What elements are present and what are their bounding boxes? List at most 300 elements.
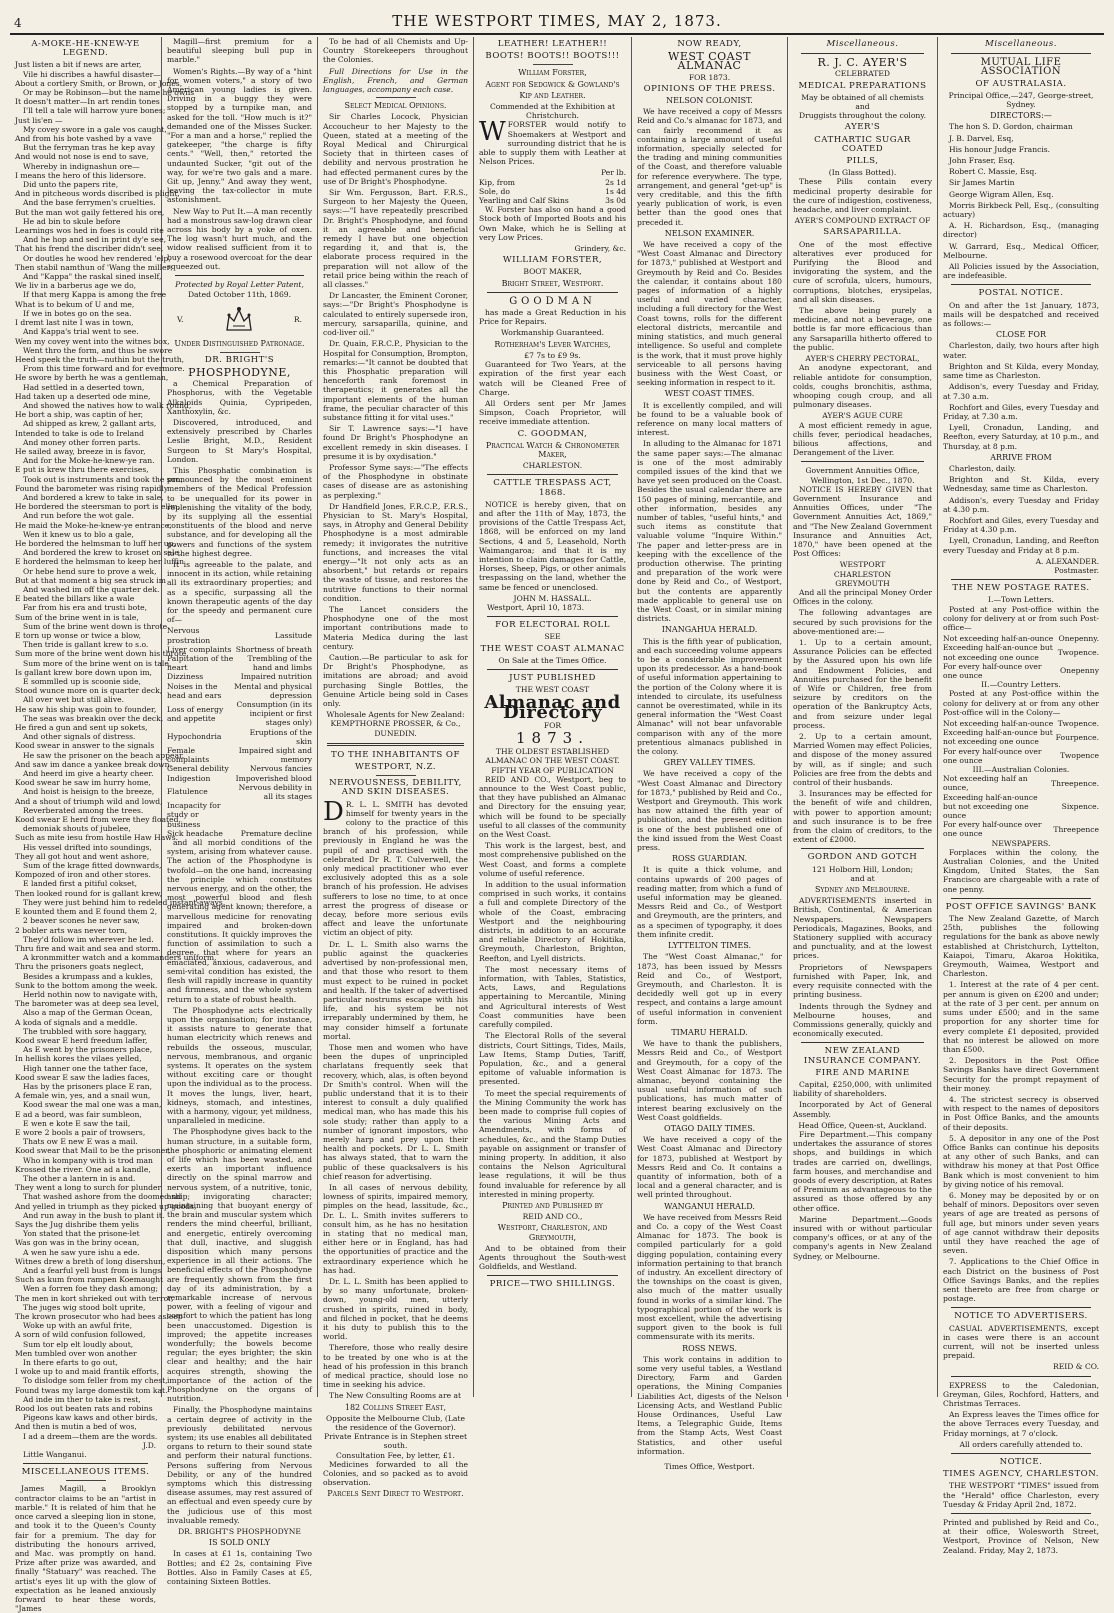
opinion-1: Sir Charles Locock, Physician Accoucheur to her Majesty to the Queen, stated at a meeting of the Royal Medical and Chirurgical Society that in thirteen cases of debility and nervous prostration he had effected permanent cures by the use of Dr Bright's Phosphodyne. (323, 112, 468, 186)
patronage-line: Under Distinguished Patronage. (174, 339, 305, 349)
leather-price-row (479, 196, 626, 205)
smith-paragraph-6: Therefore, those who really desire to be treated by one who is at the head of his profession in this branch of medical practice, should lose no time in seeking his advice. (323, 1343, 468, 1390)
director-item: J. B. Darvel, Esq, (949, 133, 1014, 143)
postal-notice-heading: POSTAL NOTICE. (978, 288, 1064, 299)
ailment-cell: Mental and physical depression (234, 681, 312, 700)
poem-line: He ad bin to skule before (23, 216, 121, 226)
poem-line: E sommlled up is scoonie side, (23, 677, 141, 687)
poem-line: The seas was breakin over the deck, (23, 713, 164, 723)
column-7 (938, 37, 1104, 1555)
cattle-paragraph: NOTICE is hereby given, that on and after the 11th of May, 1873, the provisions of the Cattle Trespass Act, 1868, will be enforced on my land Sections, 4 and 5, Leasehold, North Waimangaroa; and that it is my intention to claim damages for Cattle, Horses, Sheep, Pigs, or other animals trespassing on the land, whether the same be fenced or unenclosed. (479, 499, 626, 592)
poem-line: Heed speek the truth—nuthin but the truth, (15, 354, 185, 364)
aus-rate-cell: Exceeding half-an-ounce but not exceeding one ounce (943, 792, 1038, 821)
poem-line: Kood swear E herd freedum laffer, (15, 1035, 148, 1045)
arrive-item: Rochfort and Giles, every Tuesday and Friday at 4.30 p.m. (943, 515, 1099, 535)
select-opinions-heading: Select Medical Opinions. (344, 101, 447, 111)
poem-line: And in pitcheous words discribed is plight, (15, 189, 180, 199)
close-item: Rochfort and Giles, every Tuesday and Friday, at 7.30 a.m. (943, 402, 1099, 421)
the-west-coast: THE WEST COAST (515, 685, 590, 695)
country-rate-cell: Twopence. (1057, 719, 1099, 728)
poem-line: E kounted them and E found them 2, (15, 907, 158, 917)
opinion-2: Sir Wm. Fergusson, Bart. F.R.S., Surgeon to her Majesty the Queen, says:—"I have repeatedly prescribed Dr. Bright's Phosphodyne, and found it an agreeable and beneficial remedy I have but one objection regarding it, and that is, the elaborate process required in the preparation will not allow of the retail price being within the reach of all classes." (323, 188, 468, 290)
govt-notice-3: The following advantages are secured by such provisions for the above-mentioned are:— (793, 608, 932, 636)
govt-notice: NOTICE IS HEREBY GIVEN that Government Insurance and Annuities Offices, under "The Government Annuities Act, 1869," and "The New Zealand Government Insurance and Annuities Act, 1870," have been opened at the Post Offices: (793, 484, 932, 559)
wca-title: WEST COAST ALMANAC (668, 50, 751, 73)
newspapers-paragraph: Forplaces within the colony, the Australian Colonies, and the United Kingdom, United States, the San Francisco are chargeable with a rate of one penny. (943, 847, 1099, 894)
bright-street: Bright Street, Westport. (501, 278, 604, 288)
price-line: PRICE—TWO SHILLINGS. (489, 1279, 616, 1290)
poem-line: And would not nose is end to save, (15, 152, 149, 162)
capital-line: Capital, £250,000, with unlimited liability of shareholders. (793, 1079, 932, 1099)
ailment-row (167, 829, 312, 838)
newspaper-title: THE WESTPORT TIMES, MAY 2, 1873. (392, 12, 722, 30)
postmaster-line: Postmaster. (1054, 565, 1099, 575)
poem-line: And for the Moke-he-knew-ye ran. (23, 456, 155, 466)
sarsaparilla-word: SARSAPARILLA. (823, 227, 902, 238)
ailment-cell: Impoverished blood (235, 773, 312, 783)
imprint: Printed and published by Reid and Co., at their office, Wolesworth Street, Westport, Province of Nelson, New Zealand. Friday, May 2, 1873. (943, 1518, 1099, 1555)
forster-paragraph-2: W. Forster has also on hand a good Stock both of Imported Boots and his Own Make, which he is Selling at very Low Prices. (479, 205, 626, 242)
drop-cap-d: D (323, 796, 344, 827)
poem-line: I dremt last nite I was in town, (15, 318, 134, 328)
poem-line: A sorn of wild confusion followed, (15, 1330, 146, 1340)
poem-line: A female win, yes, and a snail wun, (15, 1091, 151, 1101)
aus-rate-cell: Threepence. (1051, 778, 1099, 788)
ailment-cell: Shortness of breath (235, 644, 312, 654)
poem-line: From this time forward and for evermore. (23, 364, 185, 374)
misc-items-heading: MISCELLANEOUS ITEMS. (21, 1467, 150, 1478)
poem-line: Wen my covey went into the witnes box, (15, 336, 170, 346)
govt-item-3: 3. Insurances may be effected for the benefit of wife and children, with power to apportion amount; and such insurance is to be free from the claim of creditors, to the extent of £2000. (793, 789, 932, 845)
william-forster: William Forster, (518, 68, 587, 78)
bright-paragraph-3: This Phosphatic combination is pronounced by the most eminent members of the Medical Profession to be unequalled for its power in replenishing the vitality of the body, by its supplying all the essential constituents of the blood and nerve substance, and for developing all the powers and functions of the system to the highest degree. (167, 465, 312, 558)
wholesale-line: Wholesale Agents for New Zealand: (326, 710, 465, 720)
smith-paragraph-1: R. L. L. SMITH has devoted himself for twenty years in the colony to the practice of this branch of his profession, while previously in England he was the pupil of and practised with the celebrated Dr R. T. Culverwell, the only medical practitioner who ever exclusively adopted this as a sole branch of his profession. He advises sufferers to lose no time, to at once arrest the progress of disease or decay, before more serious evils affect and leave the unfortunate victim an object of pity. (323, 799, 468, 938)
bright-paragraph-4: It is agreeable to the palate, and innocent in its action, while retaining all its extraordinary properties; and as a specific, surpassing all the known therapeutic agents of the day for the speedy and permanent cure of— (167, 559, 312, 625)
charleston-line: CHARLESTON. (522, 461, 583, 471)
poem-signature: J.D. (142, 1440, 156, 1450)
review-source: NELSON COLONIST. (666, 96, 753, 106)
notice-advertisers-paragraph: CASUAL ADVERTISEMENTS, except in cases were there is an account current, will not be inserted unless prepaid. (943, 1323, 1099, 1361)
poem-line: 2 bobler arts was never torn, (15, 925, 128, 935)
hassall-name: JOHN M. HASSALL. (513, 593, 592, 603)
poem-line: Was gon was in the briny ocean, (15, 1238, 140, 1248)
poem-place: Little Wanganui. (23, 1450, 87, 1460)
smith-paragraph-3: Those men and women who have been the dupes of unprincipled charlatans frequently seek that recovery, which, alas, is often beyond Dr Smith's control. When will the public understand that it is to their interest to consult a duly qualified medical man, who has made this his sole study; rather than apply to a number of ignorant impostors, who merely harp and prey upon their health and pockets. Dr L. L. Smith has always stated, that to warn the public of these quacksalvers is his chief reason for advertising. (323, 1042, 468, 1181)
saw-log-paragraph: New Way to Put It.—A man recently had a monstrous saw-log drawn clear across his body by a yoke of oxen. The log wasn't hurt much, and the widow realised sufficient from it to buy a rosewood overcoat for the dear squeezed out. (167, 206, 312, 271)
ailment-row (167, 654, 312, 672)
celebrated: CELEBRATED (834, 69, 890, 79)
directors-list (943, 122, 1099, 260)
review-text: We have to thank the publishers, Messrs Reid and Co., of Westport and Greymouth, for a copy of the West Coast Almanac for 1873. The almanac, beyond containing the usual useful information of such publications, has much matter of interest bearing exclusively on the West Coast goldfields. (637, 1039, 782, 1122)
bright-heading: DR. BRIGHT'S (204, 354, 275, 365)
reid-and-co: REID AND CO., (522, 1212, 583, 1222)
govt-date: Wellington, 1st Dec., 1870. (810, 475, 915, 485)
poem-line: He bort a ship, was captin of her, (15, 410, 144, 420)
poem-line: Also a map of the German Ocean, (23, 1008, 153, 1018)
country-rate-cell: Fourpence. (1055, 732, 1099, 742)
poem-line: Rood los out beaten rats and robins (15, 1404, 153, 1414)
ailment-cell: Nervous prostration (167, 626, 211, 645)
almanac-directory-title: Almanac and Directory (484, 692, 621, 723)
opinion-7: Dr Handfield Jones, F.R.C.P., F.R.S., Physician to St. Mary's Hospital, says, in Atrophy and General Debility Phosphodyne is a most admirable remedy; it invigorates the nutritive functions, and increases the vital energy—"It not only acts as an absorbent," but retards or repairs the waste of tissue, and restores the nutritive functions to their normal condition. (323, 501, 468, 603)
leather-price-row (479, 187, 626, 196)
leather-price-cell: 3s 0d (605, 196, 626, 206)
review-source: LYTTELTON TIMES. (667, 941, 752, 951)
poem-line: Ad inde im ther to take is rest, (23, 1394, 141, 1404)
poem-line: Just listen a bit if news are arter, (15, 60, 142, 70)
poem-line: Intended to take is ode to Ireland (15, 428, 145, 438)
column-3 (318, 37, 474, 1499)
poem-line: Took out is instruments and took the sun, (23, 474, 183, 484)
poem-line: And then is mutin a bed of wos, (15, 1422, 137, 1432)
sarsaparilla-heading: AYER'S COMPOUND EXTRACT OF (794, 216, 931, 226)
ailment-cell: Loss of energy and appetite (167, 704, 224, 723)
ailment-row (167, 764, 312, 773)
poem-line: And hoist is heisign to the breeze, (23, 787, 155, 797)
country-rates-table (943, 719, 1099, 765)
poem-line: Thru the prisoners goats neglect, (15, 962, 144, 972)
arrive-from-list (943, 464, 1099, 555)
poem-line: demoniak shouts of jubelee, (23, 824, 131, 834)
poem-line: It doesn't matter—In art rendin tones (15, 97, 160, 107)
arrive-item: Charleston, daily. (949, 463, 1016, 473)
town-westport: WESTPORT (839, 560, 886, 570)
kempthorne-line: KEMPTHORNE PROSSER, & Co., (330, 719, 461, 729)
womens-rights-paragraph: Women's Rights.—By way of a "hint for women voters," a story of two American young ladies is given. Driving in a buggy they were stopped by a turnpike man, and asked for the toll. "How much is it?" demanded one of the Misses Sucker. "For a man and a horse," replied the gatekeeper, "the charge is fifty cents." "Well, then," retorted the undaunted Sucker, "git out of the way, for we're two gals and a mare. Git up, Jenny." And away they went, leaving the tax-collector in mute astonishment. (167, 66, 312, 205)
medical-preparations: MEDICAL PREPARATIONS (798, 80, 927, 91)
reid-co-sign: REID & CO. (1053, 1362, 1099, 1372)
arrive-item: Brighton and St. Kilda, every Wednesday, same time as Charleston. (943, 475, 1099, 494)
review-text: This is the fifth year of publication, and each succeeding volume appears to be a considerable improvement upon its predecessor. As a hand-book of useful information appertaining to the portion of the Colony where it is intended to circulate, its usefulness cannot be overestimated, while in its general information the "West Coast Almanac" will not bear unfavorable comparison with any of the more pretentious almanacs published in the colony. (637, 636, 782, 757)
town-rate-row (943, 662, 1099, 680)
ailments-table (167, 626, 312, 838)
poem-line: Pigeons kaw kaws and other birds, (23, 1413, 158, 1423)
for-line: FOR (543, 720, 562, 730)
gg-paragraph: ADVERTISEMENTS inserted in British, Continental, & American Newspapers. Newspapers Periodicals, Magazines, Books, and Stationery supplied with accuracy and punctuality, and at the lowest prices. (793, 896, 932, 961)
savings-bank-list (943, 980, 1099, 1303)
poem-line: The trubbled with sore haggary, (23, 1026, 147, 1036)
poem-line: And run away in the bush to plant it. (23, 1210, 165, 1220)
poem-line: And bordered the krew to kroset on sale. (23, 548, 182, 558)
poem-line: Sum of the brine went down is throte. (23, 621, 170, 631)
australasia-line: OF AUSTRALASIA. (975, 78, 1067, 89)
poem-line: Did unto the papers rite, (23, 180, 119, 190)
poem-title: A-MOKE-HE-KNEW-YE LEGEND. (31, 39, 140, 59)
ayer-heading: R. J. C. AYER'S (817, 56, 908, 70)
country-rate-row (943, 728, 1099, 746)
poem-line: Kood swear that Mail to be the prisoner, (15, 1146, 171, 1156)
aus-rate-row (943, 774, 1099, 792)
ayers-line: AYER'S (844, 122, 881, 133)
smith-paragraph-7: The New Consulting Rooms are at (329, 1391, 462, 1401)
bright-tail: DR. BRIGHT'S PHOSPHODYNE (178, 1527, 301, 1537)
opinion-8: The Lancet considers the Phosphodyne one of the most important contributions made to Materia Medica during the last century. (323, 604, 468, 651)
review-source: ROSS NEWS. (682, 1343, 737, 1353)
poem-line: To dislodge som feller from my chest, (23, 1376, 168, 1386)
poem-line: Or may be Robinson—but the name he owns (23, 88, 195, 98)
onsale-line: On Sale at the Times Office. (498, 655, 607, 665)
close-item: Addison's, every Tuesday and Friday, at 7.30 a.m. (943, 382, 1099, 401)
marine-paragraph: Marine Department.—Goods insured with or without particular company's offices, or at any of the company's agents in New Zealand Sydney, or Melbourne. (793, 1214, 932, 1261)
poem-line: In hellish kores the vilaes yelled, (15, 1054, 142, 1064)
review-text: The "West Coast Almanac," for 1873, has been issued by Messrs Reid and Co., of Westport, Greymouth, and Charleston. It is decidedly well got up in every respect, and contains a large amount of useful information in convenient form. (637, 952, 782, 1026)
poem-line: Then looked round for is gallant krew, (15, 888, 162, 898)
leather-price-cell: Kip, from (479, 177, 516, 187)
savings-bank-item: 6. Money may be deposited by or on behalf of minors. Depositors over seven years of age are treated as persons of full age, but minors under seven years of age cannot withdraw their deposits until they have reached the age of seven. (943, 1190, 1099, 1256)
gordon-gotch-heading: GORDON AND GOTCH (807, 852, 918, 863)
protected-line: Protected by Royal Letter Patent, (175, 280, 304, 290)
ailment-row (167, 645, 312, 654)
druggists-line: Druggists throughout the colony. (799, 111, 926, 121)
poem-line: Found twas my large domestik tom kat. (15, 1385, 168, 1395)
poem-line: Has by the prisoners place E ran, (23, 1081, 152, 1091)
savings-bank-item: 7. Applications to the Chief Office in each District on the business of Post Office Savings Banks, and the replies sent thereto are free from charge or postage. (943, 1257, 1099, 1304)
poem-line: Reverberated among the trees. (23, 805, 144, 815)
town-greymouth: GREYMOUTH (835, 578, 890, 588)
director-item: Sir James Martin (949, 178, 1015, 188)
poem-line: Went thro the form, and thus he swore (23, 345, 173, 355)
poem-line: Kood swear E saw the ladies faces, (15, 1072, 150, 1082)
ague-paragraph: A most efficient remedy in ague, chills fever, periodical headaches, bilious affections, and Derangement of the Liver. (793, 420, 932, 458)
masthead (10, 8, 1104, 35)
page-number: 4 (14, 16, 22, 30)
times-agency-paragraph: THE WESTPORT "TIMES" issued from the "Herald" office Charleston, every Tuesday & Friday April 2nd, 1872. (943, 1481, 1099, 1509)
poem-line: He saw the prisoner on the beach appear, (23, 750, 185, 760)
director-item: A. H. Richardson, Esq., (managing director) (943, 221, 1099, 240)
express-paragraph-3: All orders carefully attended to. (959, 1439, 1083, 1449)
town-rate-row (943, 643, 1099, 661)
poem-line: Sum more of the brine went on is tale. (23, 658, 172, 668)
review-text: In alluding to the Almanac for 1871 the same paper says:—The almanac is one of the most admirably compiled issues of the kind that we have yet seen produced on the Coast. Besides the usual calendar there are 150 pages of mining, mercantile, and other information, besides any number of tables, "useful hints," and such items as constitute that valuable volume "Inquire Within." The paper and letter-press are in keeping with the excellence of the production otherwise. The printing and preparation of the work were done by Reid and Co., of Westport, but the contents are apparently made applicable to general use on the West Coast, or in similar mining districts. (637, 439, 782, 624)
poem-line: Such as kum from rampen Koemaught (15, 1275, 164, 1285)
poem-line: E torn up wonse or twice a blow, (15, 631, 142, 640)
director-item: John Fraser, Esq. (949, 156, 1015, 166)
opinion-5: Sir T. Lawrence says:—"I have found Dr Bright's Phosphodyne an excellent remedy in skin diseases. I presume it is by oxydisation." (323, 424, 468, 461)
directors-heading: DIRECTORS:— (990, 111, 1052, 121)
poem-line: Kompozed of iron and other stores. (15, 870, 151, 880)
ailment-cell: Sick headache (167, 828, 223, 838)
poem-line: And washed im off the quarter dek. (23, 584, 160, 594)
gg-city: Sydney and Melbourne. (814, 885, 911, 895)
review-text: We have received a copy of Messrs Reid and Co.'s almanac for 1873, and can fairly recommend it as containing a large amount of useful information, specially selected for the trading and mining communities of the Coast, and therefore valuable for reference everywhere. The type, arrangement, and general "get-up" is very creditable, and this the fifth yearly publication of work, is even better than the good ones that preceded it. (637, 107, 782, 227)
column-6 (788, 37, 938, 1397)
sold-only: IS SOLD ONLY (208, 1538, 271, 1548)
poem-line: The juges wig stood bolt uprite, (23, 1302, 146, 1312)
poem-line: And a fearful yell bust from is lungs (23, 1266, 162, 1276)
poem-line: If we in botes go on the sea. (23, 308, 132, 318)
poem-line: He bordered the helmsman to luff her up, (15, 538, 176, 548)
chemists-line: To be had of all Chemists and Up-Country Storekeepers throughout the Colonies. (323, 37, 468, 65)
town-rate-cell: Not exceeding half-an-ounce (943, 634, 1054, 644)
times-office: Times Office, Westport. (664, 1462, 755, 1472)
head-office: Head Office, Queen-st, Auckland. (798, 1120, 927, 1130)
agent-line: Agent for Sedgwick & Gowland's (485, 79, 620, 89)
poem-line: Thru fire and wait and sea and storm. (15, 943, 161, 953)
town-rate-cell: For every half-ounce over one ounce (943, 661, 1042, 680)
pectoral-heading: AYER'S CHERRY PECTORAL, (805, 354, 920, 364)
forster-paragraph: FORSTER would notify to Shoemakers at Westport and surrounding district that he is able to supply them with Leather at Nelson Prices. (479, 120, 626, 167)
magill-paragraph: Magill—first premium for a beautiful sleeping bull pup in marble." (167, 37, 312, 65)
review-source: INANGAHUA HERALD. (661, 625, 758, 635)
poem-line: Woke up with an awful frite, (23, 1321, 133, 1331)
poem-line: Learnings wos hed in foes is could rite (15, 226, 164, 236)
express-paragraph: EXPRESS to the Caledonian, Greyman, Giles, Rochford, Hatters, and Christmas Terraces. (943, 1380, 1099, 1409)
opinions-heading: OPINIONS OF THE PRESS. (643, 83, 776, 94)
poem-line: Sum tor elp elt loudly about, (23, 1339, 134, 1349)
principal-office: Principal Office,—247, George-street, Sydney. (948, 90, 1094, 110)
column-4 (474, 37, 632, 1397)
poem-line: Kood swear in answer to the signals (15, 741, 155, 751)
commended-line: Commended at the Exhibition at Christchurch. (489, 102, 615, 121)
leather-price-table (479, 178, 626, 206)
poem-line: A kronmmitter watch and a kommanders uniform, (23, 953, 217, 963)
poem-line: But at that moment a big sea struck im (15, 575, 166, 585)
ailment-row (167, 626, 312, 644)
bright-paragraph-6: The Phosphodyne acts electrically upon the organisation; for instance, it assists nature to generate that human electricity which renews and rebuilds the osseous, muscular, nervous, membranous, and organic systems. It operates on the system without exciting care or thought upon the individual as to the process. It moves the lungs, liver, heart, kidneys, stomach, and intestines, with a harmony, vigour, yet mildness, unparalleled in medicine. (167, 1005, 312, 1126)
reid-paragraph-2: This work is the largest, best, and most comprehensive published on the West Coast, and forms a complete volume of useful reference. (479, 841, 626, 878)
phosphodyne-heading: PHOSPHODYNE, (188, 365, 291, 379)
reid-paragraph-5: The Electoral Rolls of the several districts, Court Sittings, Tides, Mails, Law Items, Stamp Duties, Tariff, Population, &c., and a general epitome of valuable information is presented. (479, 1031, 626, 1087)
reid-paragraph-6: To meet the special requirements of the Mining Community the work has been made to comprise full copies of the various Mining Acts and Amendments, with forms of schedules, &c., and the Stamp Duties payable on assignment or transfer of mining property. In addition, it also contains the Nelson Agricultural lease regulations, it will be thus found invaluable for reference by all interested in mining property. (479, 1088, 626, 1199)
poem-line: Found the barometer was rising rapidly (15, 483, 169, 493)
poem-line: Witnes drew a breth of long disershun, (15, 1256, 166, 1266)
poem-line: He fired a gun and sent up sokets, (15, 723, 148, 733)
vr-r: R. (293, 314, 302, 324)
country-letters-paragraph: Posted at any Post-office within the colony for delivery at or from any other Post-office will in the Colony— (943, 689, 1099, 717)
town-rate-cell: Onepenny. (1058, 634, 1099, 644)
review-text: We have received a copy of the "West Coast Almanac and Directory for 1873," published by Reid and Co., Westport and Greymouth. This work has now attained the fifth year of publication, and the present edition is one of the best published one of the kind issued from the West Coast press. (637, 769, 782, 853)
govt-notice-2: And all the principal Money Order Offices in the colony. (793, 587, 932, 607)
poem-line: His vessel drifted into soundings, (23, 842, 152, 852)
poem-line: E landed first a pitiful cokset, (23, 879, 138, 889)
aus-rate-cell: For every half-ounce over one ounce (943, 820, 1042, 839)
electoral-heading: FOR ELECTORAL ROLL (495, 620, 610, 631)
rotherham-line: Rotherham's Lever Watches, (494, 339, 611, 349)
ailment-cell: Palpitation of the heart (167, 653, 234, 673)
review-text: This work contains in addition to some very useful tables, a Westland Directory, Farm and Garden operations, the Mining Companies Liabilities Act, digests of the Nelson Licensing Acts, and Westland Public House Ordinances, Useful Law Items, a Telegraphic Guide, Items from the Stamp Acts, West Coast Statistics, and other useful information. (637, 1354, 782, 1456)
leather-price-cell: Sole, do (479, 186, 510, 196)
poem-line: And a shout of triumph wild and lowd, (15, 796, 163, 806)
poem-line: Then stabil namthun of 'Wang the miller; (15, 262, 173, 272)
forster-name: WILLIAM FORSTER, (502, 255, 603, 266)
poem-line: And he hop and sed in print dy'e see, (23, 235, 166, 245)
dated-line: Dated October 11th, 1869. (187, 290, 292, 300)
poem-line: As E went by the prisoners place, (23, 1045, 153, 1055)
poem-line: Or hebe hend sure to prove a wek, (23, 566, 157, 576)
collins-street: 182 Collins Street East, (344, 1402, 447, 1412)
sarsaparilla-paragraph: One of the most effective alteratives ever produced for Purifying the Blood and invigorating the system, and the cure of scrofula, ulcers, humours, corruptions, blotches, erysipelas, and all skin diseases. (793, 239, 932, 304)
close-for: CLOSE FOR (996, 330, 1046, 340)
poem-line: And heerd im give a hearty cheer. (23, 769, 154, 779)
govt-item-2: 2. Up to a certain amount, Married Women may effect Policies, and dispose of the money assured by will, as if single; and such Policies are free from the debts and control of their husbands. (793, 732, 932, 788)
inhabitants-heading-2: WESTPORT, N.Z. (354, 762, 437, 773)
ailment-row (167, 700, 312, 728)
govt-item-1: 1. Up to a certain amount, Assurance Policies can be effected by the Assured upon his own life and Endowment Policies, and Annuities purchased for the benefit of Wife or Children, free from seizure by creditors on the operation of the Bankruptcy Acts, and from seizure under legal process. (793, 637, 932, 730)
goodman-paragraph: has made a Great Reduction in his Price for Repairs. (479, 308, 626, 327)
gg-address: 121 Holborn Hill, London; (811, 864, 914, 874)
fifth-year: FIFTH YEAR OF PUBLICATION (491, 765, 614, 775)
leather-price-cell: 2s 1d (605, 177, 626, 187)
opposite-club: Opposite the Melbourne Club, (Late the residence of the Governor). (325, 1413, 465, 1433)
town-rates-table (943, 634, 1099, 680)
almanac-on-coast: ALMANAC ON THE WEST COAST. (485, 756, 620, 766)
director-item: His honour Judge Francis. (949, 144, 1051, 154)
ailment-cell: Dizziness (167, 672, 204, 682)
ailment-cell: General debility (167, 764, 229, 774)
aus-rate-cell: Threepence (1053, 824, 1099, 834)
drop-cap-w: W (479, 117, 506, 148)
boots-heading: BOOTS! BOOTS!! BOOTS!!! (485, 51, 620, 62)
poem-line: My covey swore in a gale vos caught, (23, 124, 167, 134)
poem-line: Sum more of the brine went down his throte, (15, 649, 189, 659)
guarantee-paragraph: Guaranteed for Two Years, at the expiration of the first year each watch will be Cleaned Free of Charge. (479, 360, 626, 397)
fire-paragraph: Fire Department.—This company undertakes the assurance of stores shops, and buildings in which trades are carried on, dwellings, farm houses, and merchandise and goods of every description, at Rates of Premium as advantageous to the assured as those offered by any other office. (793, 1129, 932, 1213)
pills-line: PILLS, (846, 156, 879, 167)
poem-line: And the base ferrymen's cruelties. (23, 198, 156, 208)
alexander-name: A. ALEXANDER. (1035, 556, 1099, 566)
savings-bank-item: 4. The strictest secrecy is observed with respect to the names of depositors in Post Office Banks, and the amounts of their deposits. (943, 1094, 1099, 1132)
fire-marine: FIRE AND MARINE (815, 1067, 910, 1078)
savings-bank-item: 5. A depositor in any one of the Post Office Banks can continue his deposits at any other of such Banks, and can withdraw his money at that Post Office Bank which is most convenient to him by giving notice of his removal. (943, 1133, 1099, 1189)
poem-line: He bordered the steersman to port is ellm, (15, 502, 180, 512)
obtain-paragraph: And to be obtained from their Agents throughout the South-west Goldfields, and Westland. (479, 1243, 626, 1272)
opinion-4: Dr. Quain, F.R.C.P., Physician to the Hospital for Consumption, Brompton, remarks:—"It cannot be doubted that this Phosphatic preparation will henceforth rank foremost in therapeutics; it generates all the important elements of the human frame, the peculiar character of this substance fitting it for vital uses." (323, 339, 468, 422)
poem-line: A koda of signals and a meddle. (15, 1017, 138, 1027)
gg-paragraph-3: Indents through the Sydney and Melbourne houses, and Commissions generally, quickly and economically executed. (793, 1001, 932, 1039)
bright-paragraph-5: and all morbid conditions of the system, arising from whatever cause. The action of the Phosphodyne is twofold—on the one hand, increasing the principle which constitutes nervous energy, and on the other, the most powerful blood and flesh generating agent known; therefore, a marvellous medicine for renovating impaired and broken-down constitutions. It quickly improves the function of assimilation to such a degree, that where for years an emaciated, anxious, cadaverous, and semi-vital condition has existed, the flesh will rapidly increase in quantity and firmness, and the whole system return to a state of robust health. (167, 838, 312, 1004)
country-rate-cell: Not exceeding half-an-ounce (943, 719, 1054, 728)
poem-line: That his frend the discriber didn't see, (15, 244, 164, 254)
obtained-line: May be obtained of all chemists and (801, 92, 924, 112)
ailment-row (167, 682, 312, 700)
see-line: SEE (544, 632, 561, 642)
bright-paragraph-7: The Phosphodyne gives back to the human structure, in a suitable form, the phosphoric or animating element of life which has been wasted, and exerts an important influence directly on the spinal marrow and nervous system, of a nutritive, tonic, and invigorating character; maintaining that buoyant energy of the brain and muscular system which renders the mind cheerful, brilliant, and energetic, entirely overcoming that dull, inactive, and sluggish disposition which many persons experience in all their actions. The beneficial effects of the Phosphodyne are frequently shown from the first day of its administration, by a remarkable increase of nervous power, with a feeling of vigour and comfort to which the patient has long been unaccustomed. Digestion is improved; the appetite increases wonderfully; the bowels become regular; the eyes brighter; the skin clear and healthy; and the hair acquires strength, showing the importance of the action of the Phosphodyne on the organs of nutrition. (167, 1127, 312, 1404)
review-source: TIMARU HERALD. (671, 1027, 748, 1037)
poem-line: I ad a dreem—them are the words. (23, 1431, 158, 1441)
poem-line: The other a lantern in is and. (23, 1173, 136, 1183)
poem-line: Wen a forren foe they dash among; (23, 1284, 158, 1294)
country-rate-cell: Exceeding half-an-ounce but not exceeding one ounce (943, 728, 1053, 747)
column-2 (162, 37, 318, 1587)
ailment-cell: Incapacity for study or business (167, 801, 221, 829)
consultation-fee: Consultation Fee, by letter, £1. (336, 1450, 455, 1460)
incorporated-line: Incorporated by Act of General Assembly. (793, 1100, 932, 1119)
directions-line: Full Directions for Use in the English, French, and German languages, accompany each case. (323, 66, 468, 95)
ailment-cell: Impaired nutrition (240, 672, 312, 682)
town-rate-cell: Onepenny (1059, 666, 1099, 676)
vr-v: V. (177, 314, 184, 324)
royal-crest-icon (219, 304, 259, 334)
ailment-row (167, 728, 312, 746)
poem-line: Vile hi discribes a hawful disaster— (23, 69, 161, 79)
smith-paragraph-2: Dr. L. L. Smith also warns the public against the quackeries advertised by non-professional men, and that those who resort to them must expect to be ruined in pocket and health. If the taker of advertised particular nostrums escape with his life, and his system be not irreparably undermined by them, he may consider himself a fortunate mortal. (323, 939, 468, 1041)
poem-line: He saw his ship was goin to founder, (15, 704, 157, 714)
poem-line: Yon stated that the prisone-let (23, 1229, 140, 1239)
oldest-line: THE OLDEST ESTABLISHED (495, 747, 610, 757)
close-item: Brighton and St Kilda, every Monday, same time as Charleston. (943, 361, 1099, 381)
kip-line: Kip and Leather. (519, 90, 586, 100)
poem-line: And yelled in triumph as they picked up goods, (15, 1201, 197, 1211)
ailment-row (167, 801, 312, 829)
country-rate-row (943, 719, 1099, 728)
govt-office: Government Annuities Office, (805, 466, 920, 476)
review-text: We have received a copy of the "West Coast Almanac and Directory for 1873," published at Westport and Greymouth by Reid and Co. Besides the calendar, it contains about 180 pages of information of a highly useful and varied character, including a full directory for the West Coast towns, rolls for the different electoral districts, mercantile and mining statistics, and much general intelligence. So useful and complete is the work, that it must prove highly serviceable to all persons having business with the West Coast, or seeking information in respect to it. (637, 240, 782, 388)
towns-line: Westport, Charleston, and Greymouth, (497, 1223, 608, 1242)
poem-line: And Kappa's trial went to see. (23, 327, 139, 337)
ailment-cell: Eruptions of the skin (249, 727, 312, 746)
savings-bank-paragraph: The New Zealand Gazette, of March 25th, publishes the following regulations for the bank as above newly established at Christchurch, Lyttelton, Kaiapoi, Timaru, Akaroa Hokitika, Greymouth, Waimea, Westport and Charleston. (943, 914, 1099, 979)
